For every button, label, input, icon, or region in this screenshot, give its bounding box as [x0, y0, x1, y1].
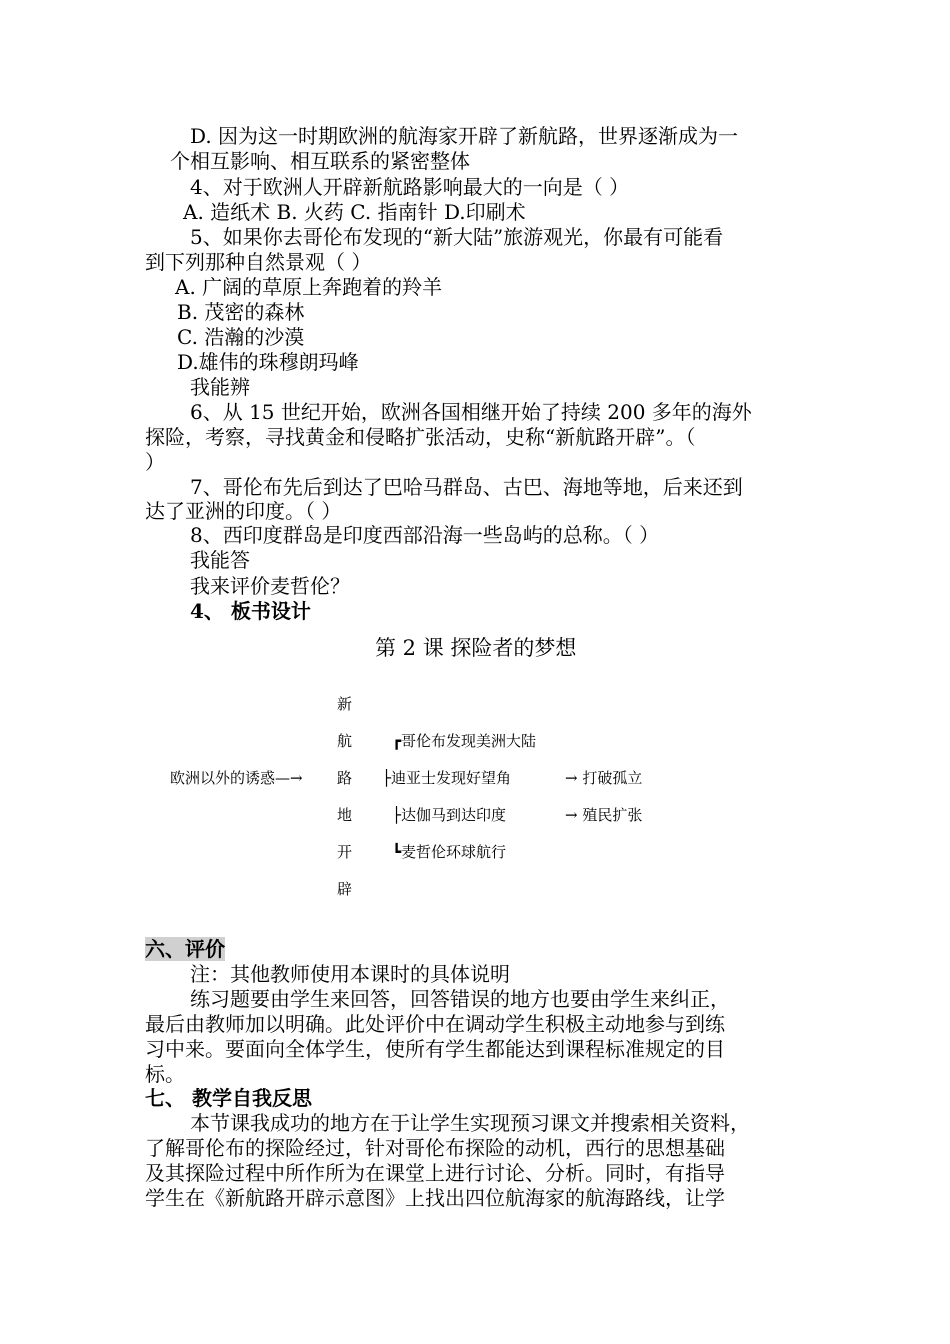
question-5-option-c: C. 浩瀚的沙漠 [177, 325, 305, 349]
board-branch: ┗麦哲伦环球航行 [392, 843, 507, 861]
vertical-char: 航 [337, 732, 353, 750]
vertical-char: 新 [337, 695, 353, 713]
section-7-paragraph-line: 学生在《新航路开辟示意图》上找出四位航海家的航海路线，让学 [145, 1186, 725, 1210]
question-6-line3: ） [145, 450, 165, 474]
question-magellan: 我来评价麦哲伦？ [190, 574, 350, 598]
vertical-char: 开 [337, 843, 353, 861]
judge-label: 我能辨 [190, 375, 250, 399]
section-7-paragraph-line: 了解哥伦布的探险经过，针对哥伦布探险的动机，西行的思想基础 [145, 1136, 725, 1160]
question-5-option-b: B. 茂密的森林 [177, 300, 305, 324]
board-result: → 打破孤立 [565, 769, 643, 787]
vertical-char: 辟 [337, 880, 353, 898]
question-5-option-d: D.雄伟的珠穆朗玛峰 [177, 350, 359, 374]
option-d-line2: 个相互影响、相互联系的紧密整体 [170, 149, 470, 173]
question-5-option-a: A. 广阔的草原上奔跑着的羚羊 [175, 275, 443, 299]
section-7-paragraph-line: 本节课我成功的地方在于让学生实现预习课文并搜索相关资料， [190, 1111, 750, 1135]
vertical-char: 路 [337, 769, 353, 787]
vertical-char: 地 [337, 806, 353, 824]
question-5-line2: 到下列那种自然景观（ ） [145, 250, 372, 274]
board-title: 第 2 课 探险者的梦想 [375, 636, 577, 660]
section-6-paragraph-line: 练习题要由学生来回答，回答错误的地方也要由学生来纠正， [190, 987, 730, 1011]
section-6-paragraph-line: 标。 [145, 1062, 185, 1086]
board-branch: ├达伽马到达印度 [392, 806, 507, 824]
question-8: 8、西印度群岛是印度西部沿海一些岛屿的总称。（ ） [190, 523, 660, 547]
section-7-heading: 七、 教学自我反思 [145, 1086, 312, 1110]
question-4-options: A. 造纸术 B. 火药 C. 指南针 D.印刷术 [183, 200, 526, 224]
board-result: → 殖民扩张 [565, 806, 643, 824]
option-d-line1: D. 因为这一时期欧洲的航海家开辟了新航路，世界逐渐成为一 [190, 124, 739, 148]
answer-label: 我能答 [190, 548, 250, 572]
section-6-paragraph-line: 最后由教师加以明确。此处评价中在调动学生积极主动地参与到练 [145, 1012, 725, 1036]
question-4: 4、对于欧洲人开辟新航路影响最大的一向是（ ） [190, 175, 630, 199]
board-design-heading: 4、 板书设计 [190, 599, 311, 623]
section-6-heading [145, 936, 225, 962]
question-5-line1: 5、如果你去哥伦布发现的“新大陆”旅游观光，你最有可能看 [190, 225, 724, 249]
board-branch: ┏哥伦布发现美洲大陆 [392, 732, 537, 750]
question-7-line2: 达了亚洲的印度。（ ） [145, 499, 342, 523]
board-left-label: 欧洲以外的诱惑—→ [170, 769, 303, 787]
question-6-line2: 探险，考察，寻找黄金和侵略扩张活动，史称“新航路开辟”。（ [145, 425, 696, 449]
section-7-paragraph-line: 及其探险过程中所作所为在课堂上进行讨论、分析。同时，有指导 [145, 1161, 725, 1185]
section-6-heading-text: 六、评价 [145, 937, 225, 961]
board-branch: ├迪亚士发现好望角 [382, 769, 512, 787]
section-6-paragraph-line: 习中来。要面向全体学生，使所有学生都能达到课程标准规定的目 [145, 1037, 725, 1061]
question-6-line1: 6、从 15 世纪开始，欧洲各国相继开始了持续 200 多年的海外 [190, 400, 752, 424]
question-7-line1: 7、哥伦布先后到达了巴哈马群岛、古巴、海地等地，后来还到 [190, 475, 743, 499]
section-6-note: 注：其他教师使用本课时的具体说明 [190, 962, 510, 986]
